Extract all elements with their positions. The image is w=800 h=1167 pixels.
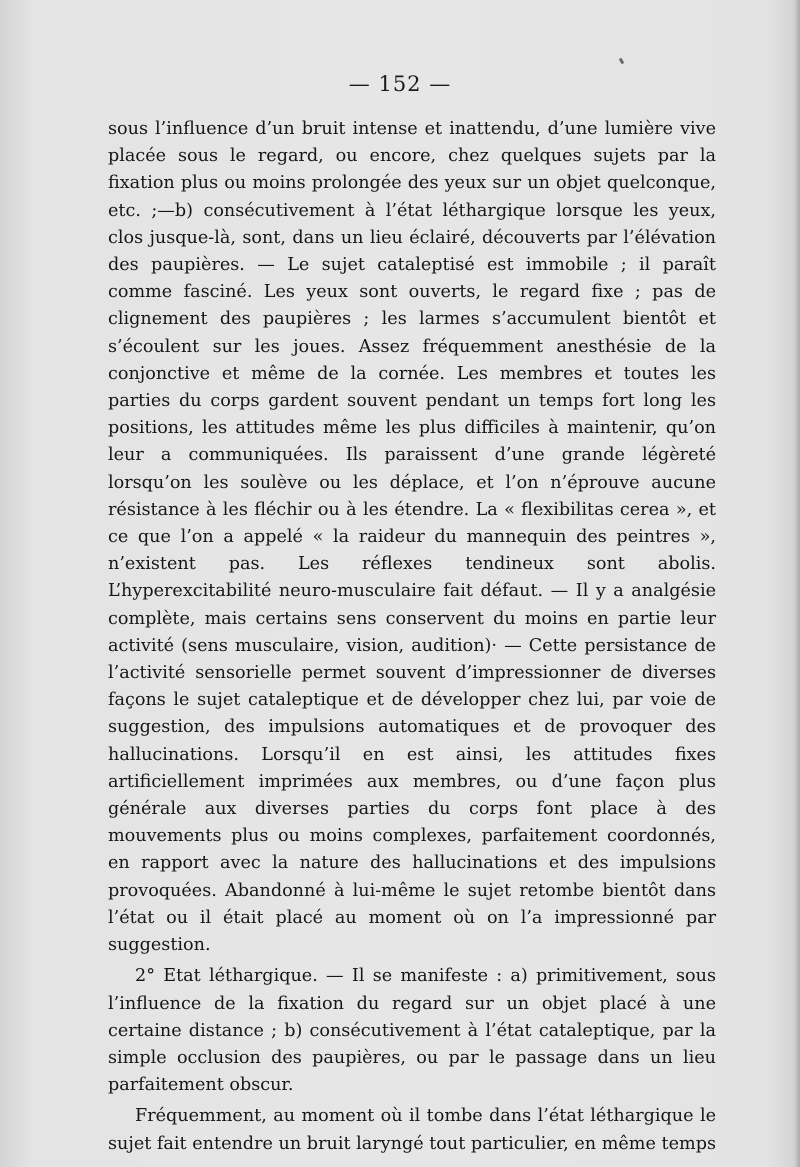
paragraph-lethargic-onset: Fréquemment, au moment où il tombe dans l’état léthargique le sujet fait entendre un bruit laryngé tout particulier, en même temps (108, 1106, 716, 1154)
page-number: — 152 — (348, 72, 452, 96)
paragraph-lethargic-state: 2° Etat léthargique. — Il se manifeste : a) primitivement, sous l’influence de la fixation du regard sur un objet placé à une certaine distance ; b) consécutivement à l’état cataleptique, par la simple occlusion des paupières, ou par le passage dans un lieu parfaitement obscur. (108, 966, 716, 1096)
paper-speck (619, 58, 625, 65)
body-text (108, 116, 716, 1158)
paragraph-catalepsy-continued: sous l’influence d’un bruit intense et inattendu, d’une lumière vive placée sous le regard, ou encore, chez quelques sujets par la fixation plus ou moins prolongée des yeux sur un objet quelconque, etc. ;—b) consécutivement à l’état léthargique lorsque les yeux, clos jusque-là, sont, dans un lieu éclairé, découverts par l’élévation des paupières. — Le sujet cataleptisé est immobile ; il paraît comme fasciné. Les yeux sont ouverts, le regard fixe ; pas de clignement des paupières ; les larmes s’accumulent bientôt et s’écoulent sur les joues. Assez fréquemment anesthésie de la conjonctive et même de la cornée. Les membres et toutes les parties du corps gardent souvent pendant un temps fort long les positions, les attitudes même les plus difficiles à maintenir, qu’on leur a communiquées. Ils paraissent d’une grande légèreté lorsqu’on les soulève ou les déplace, et l’on n’éprouve aucune résistance à les fléchir ou à les étendre. La « flexibilitas cerea », et ce que l’on a appelé « la raideur du mannequin des peintres », n’existent pas. Les réflexes tendineux sont abolis. L’hyperexcitabilité neuro-musculaire fait défaut. — Il y a analgésie complète, mais certains sens conservent du moins en partie leur activité (sens musculaire, vision, audition)· — Cette persistance de l’activité sensorielle permet souvent d’impressionner de diverses façons le sujet cataleptique et de développer chez lui, par voie de suggestion, des impulsions automatiques et de provoquer des hallucinations. Lorsqu’il en est ainsi, les attitudes fixes artificiellement imprimées aux membres, ou d’une façon plus générale aux diverses parties du corps font place à des mouvements plus ou moins complexes, parfaitement coordonnés, en rapport avec la nature des hallucinations et des impulsions provoquées. Abandonné à lui-même le sujet retombe bientôt dans l’état ou il était placé au moment où on l’a impressionné par suggestion. (108, 119, 716, 956)
